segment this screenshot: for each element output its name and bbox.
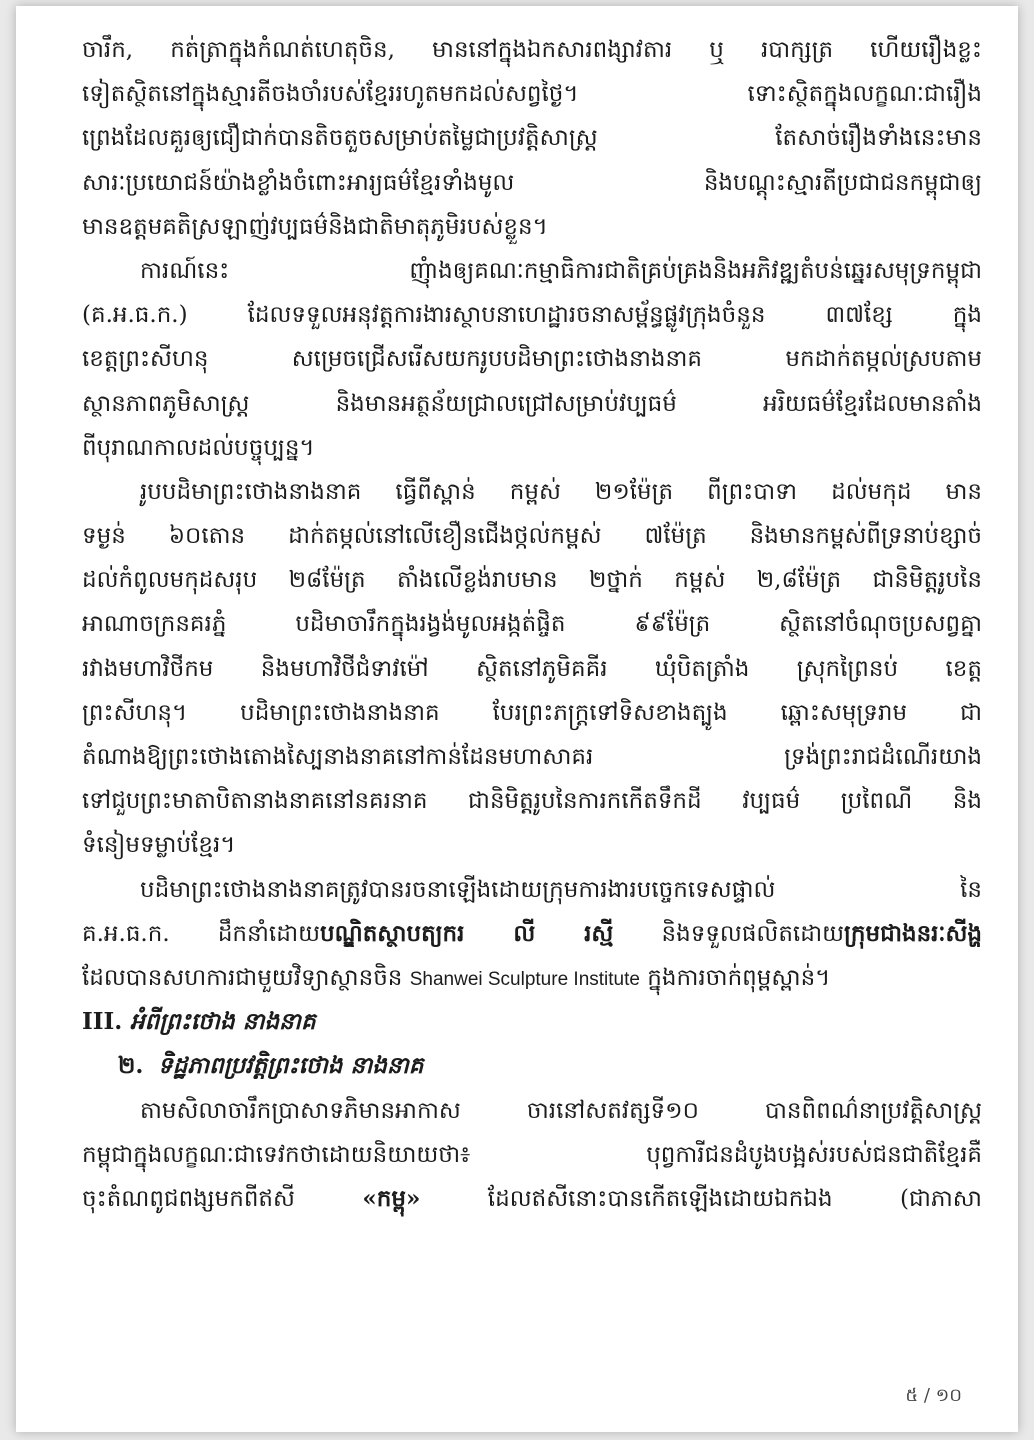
subsection-heading — [82, 1044, 982, 1088]
text-line: ពីបុរាណកាលដល់បច្ចុប្បន្ន។ — [82, 434, 315, 461]
text-segment: ចុះតំណពូជពង្សមកពីឥសី — [82, 1185, 295, 1212]
text-line: សារៈប្រយោជន៍យ៉ាងខ្លាំងចំពោះអារ្យធម៌ខ្មែរទាំងមូល និងបណ្ដុះស្មារតីប្រជាជនកម្ពុជាឲ្យ — [82, 169, 982, 196]
text-line: ចារឹក, កត់ត្រាក្នុងកំណត់ហេតុចិន, មាននៅក្នុងឯកសារពង្សាវតារ ឬ របាក្សត្រ ហើយរឿងខ្លះ — [82, 37, 982, 63]
hermit-name: «កម្ពុ» — [362, 1184, 421, 1212]
text-line: ស្ថានភាពភូមិសាស្ត្រ និងមានអត្ថន័យជ្រាលជ្រៅសម្រាប់វប្បធម៌ អរិយធម៌ខ្មែរដែលមានតាំង — [82, 390, 982, 417]
text-line: (គ.អ.ធ.ក.) ដែលទទួលអនុវត្តការងារស្ថាបនាហេដ្ឋារចនាសម្ព័ន្ធផ្លូវក្រុងចំនួន ៣៧ខ្សែ ក្នុង — [82, 302, 982, 329]
text-line: ទម្ងន់ ៦០តោន ដាក់តម្កល់នៅលើខឿនជើងថ្កល់កម្ពស់ ៧ម៉ែត្រ និងមានកម្ពស់ពីទ្រនាប់ខ្សាច់ — [82, 523, 982, 550]
text-line: តំណាងឱ្យព្រះថោងតោងស្បៃនាងនាគនៅកាន់ដែនមហាសាគរ ទ្រង់ព្រះរាជដំណើរយាង — [82, 744, 982, 770]
text-line: ទៅជួបព្រះមាតាបិតានាងនាគនៅនគរនាគ ជានិមិត្តរូបនៃការកកើតទឹកដី វប្បធម៌ ប្រពៃណី និង — [82, 788, 982, 815]
section-number: III. — [82, 1008, 123, 1036]
text-line-with-emphasis — [82, 912, 982, 956]
text-line: កម្ពុជាក្នុងលក្ខណៈជាទេវកថាដោយនិយាយថា៖ បុព្វការីជនដំបូងបង្អស់របស់ជនជាតិខ្មែរគឺ — [82, 1141, 982, 1168]
institute-name: Shanwei Sculpture Institute — [409, 968, 640, 990]
document-page — [16, 6, 1018, 1432]
text-line: ព្រេងដែលគួរឲ្យជឿជាក់បានតិចតួចសម្រាប់តម្លៃជាប្រវត្តិសាស្ត្រ តែសាច់រឿងទាំងនេះមាន — [82, 125, 982, 152]
text-line: ការណ៍នេះ ញុំាងឲ្យគណៈកម្មាធិការជាតិគ្រប់គ្រងនិងអភិវឌ្ឍតំបន់ឆ្នេរសមុទ្រកម្ពុជា — [140, 257, 982, 284]
text-line: រវាងមហាវិថីកម និងមហាវិថីជំទាវម៉ៅ ស្ថិតនៅភូមិគគីរ ឃុំបិតត្រាំង ស្រុកព្រៃនប់ ខេត្ត — [82, 655, 982, 682]
text-line: ទៀតស្ថិតនៅក្នុងស្មារតីចងចាំរបស់ខ្មែររហូតមកដល់សព្វថ្ងៃ។ ទោះស្ថិតក្នុងលក្ខណៈជារឿង — [82, 81, 982, 108]
text-line-with-latin — [82, 956, 982, 1000]
text-segment: ដែលឥសីនោះបានកើតឡើងដោយឯកឯង (ជាភាសា — [487, 1185, 982, 1212]
text-line: ដល់កំពូលមកុដសរុប ២៨ម៉ែត្រ តាំងលើខ្លង់រាបមាន ២ថ្នាក់ កម្ពស់ ២,៨ម៉ែត្រ ជានិមិត្តរូបនៃ — [82, 567, 982, 594]
section-title: អំពីព្រះថោង នាងនាគ — [130, 1008, 316, 1036]
text-line: បដិមាព្រះថោងនាងនាគត្រូវបានរចនាឡើងដោយក្រុមការងារបច្ចេកទេសផ្ទាល់ នៃ — [140, 876, 982, 903]
section-heading — [82, 1000, 982, 1044]
text-segment: និងទទួលផលិតដោយ — [613, 920, 845, 947]
text-line: មានឧត្ដមគតិស្រឡាញ់វប្បធម៌និងជាតិមាតុភូមិរបស់ខ្លួន។ — [82, 213, 548, 240]
text-segment: គ.អ.ធ.ក. ដឹកនាំដោយ — [82, 920, 321, 947]
document-body — [82, 28, 982, 1221]
text-line: អាណាចក្រនគរភ្នំ បដិមាចារឹកក្នុងរង្វង់មូលអង្កត់ផ្ចិត ៩៩ម៉ែត្រ ស្ថិតនៅចំណុចប្រសព្វគ្នា — [82, 611, 982, 638]
subsection-number: ២. — [118, 1052, 144, 1080]
text-line: ព្រះសីហនុ។ បដិមាព្រះថោងនាងនាគ បែរព្រះភក្ត្រទៅទិសខាងត្បូង ឆ្ពោះសមុទ្ររាម ជា — [82, 699, 982, 726]
text-segment: ដែលបានសហការជាមួយវិទ្យាស្ថានចិន — [82, 964, 403, 991]
text-line: ទំនៀមទម្លាប់ខ្មែរ។ — [82, 832, 236, 859]
subsection-title: ទិដ្ឋភាពប្រវត្តិព្រះថោង នាងនាគ — [158, 1052, 424, 1080]
text-line-with-emphasis — [82, 1177, 982, 1221]
text-segment: ក្នុងការចាក់ពុម្ពស្ពាន់។ — [647, 964, 831, 991]
architect-name: បណ្ឌិតស្ថាបត្យករ លី រស្មី — [320, 919, 614, 947]
page-number: ៥ / ១០ — [905, 1385, 962, 1406]
text-line: តាមសិលាចារឹកប្រាសាទភិមានអាកាស ចារនៅសតវត្សទី១០ បានពិពណ៌នាប្រវត្តិសាស្ត្រ — [140, 1097, 982, 1124]
craftsmen-group-name: ក្រុមជាងនរៈសីង្ហ — [844, 919, 982, 947]
text-line: ខេត្តព្រះសីហនុ សម្រេចជ្រើសរើសយករូបបដិមាព្រះថោងនាងនាគ មកដាក់តម្កល់ស្របតាម — [82, 346, 982, 373]
text-line: រូបបដិមាព្រះថោងនាងនាគ ធ្វើពីស្ពាន់ កម្ពស់ ២១ម៉ែត្រ ពីព្រះបាទា ដល់មកុដ មាន — [140, 478, 982, 505]
